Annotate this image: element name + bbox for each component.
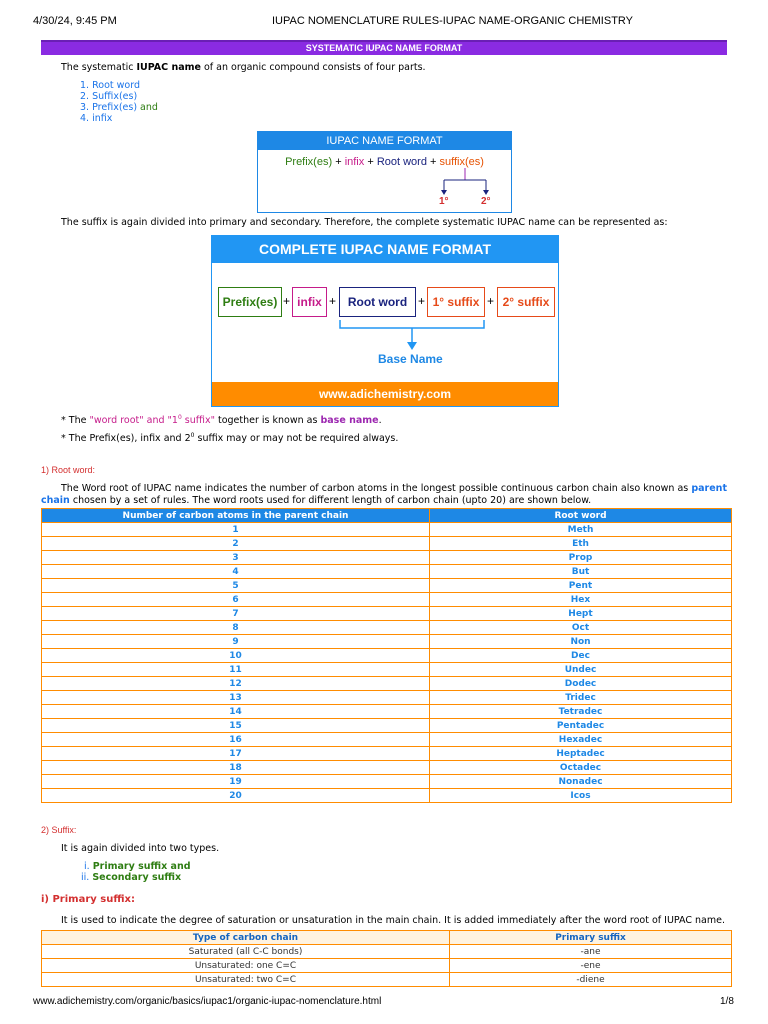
table-row xyxy=(42,959,732,973)
primary-suffix-table xyxy=(41,930,732,987)
table-row xyxy=(42,789,732,803)
table-cell: 12 xyxy=(42,677,430,691)
table-cell: Saturated (all C-C bonds) xyxy=(42,945,450,959)
table-cell: Nonadec xyxy=(430,775,732,789)
table-cell: 6 xyxy=(42,593,430,607)
table-row xyxy=(42,565,732,579)
table-row xyxy=(42,775,732,789)
table-cell: 14 xyxy=(42,705,430,719)
table-row xyxy=(42,705,732,719)
table-header: Root word xyxy=(430,509,732,523)
table-cell: 15 xyxy=(42,719,430,733)
prefix-chip: Prefix(es) xyxy=(218,287,282,317)
table-row xyxy=(42,593,732,607)
table-header: Number of carbon atoms in the parent chain xyxy=(42,509,430,523)
table-row xyxy=(42,579,732,593)
primary-suffix-paragraph: It is used to indicate the degree of saturation or unsaturation in the main chain. It is added immediately after the word root of IUPAC name. xyxy=(61,915,725,926)
root-word-table xyxy=(41,508,732,803)
table-cell: Non xyxy=(430,635,732,649)
root-word-heading: 1) Root word: xyxy=(41,465,96,475)
page-url: www.adichemistry.com/organic/basics/iupac1/organic-iupac-nomenclature.html xyxy=(33,996,382,1007)
table-cell: Tridec xyxy=(430,691,732,705)
table-cell: 9 xyxy=(42,635,430,649)
list-item: i. Primary suffix and xyxy=(84,861,191,872)
plus-sign: + xyxy=(418,294,426,308)
table-row xyxy=(42,663,732,677)
list-item: 4. infix xyxy=(80,113,113,124)
table-cell: Dec xyxy=(430,649,732,663)
infix-chip: infix xyxy=(292,287,327,317)
suffix-note: The suffix is again divided into primary and secondary. Therefore, the complete systematic IUPAC name can be represented as: xyxy=(61,217,668,228)
list-item: 3. Prefix(es) and xyxy=(80,102,158,113)
table-cell: Icos xyxy=(430,789,732,803)
complete-format-figure xyxy=(211,235,559,407)
table-cell: Dodec xyxy=(430,677,732,691)
table-row xyxy=(42,945,732,959)
table-cell: 1 xyxy=(42,523,430,537)
table-cell: 5 xyxy=(42,579,430,593)
table-row xyxy=(42,747,732,761)
table-cell: Undec xyxy=(430,663,732,677)
parent-chain-term: parent chain xyxy=(41,483,727,506)
figure-title: COMPLETE IUPAC NAME FORMAT xyxy=(212,236,558,263)
plus-sign: + xyxy=(329,294,337,308)
print-title: IUPAC NOMENCLATURE RULES-IUPAC NAME-ORGANIC CHEMISTRY xyxy=(272,15,634,27)
table-row xyxy=(42,607,732,621)
table-cell: 4 xyxy=(42,565,430,579)
table-cell: Hexadec xyxy=(430,733,732,747)
suffix-heading: 2) Suffix: xyxy=(41,825,77,835)
parts-list xyxy=(80,80,158,124)
list-item: 1. Root word xyxy=(80,80,141,91)
table-row xyxy=(42,649,732,663)
root-chip: Root word xyxy=(339,287,416,317)
list-item: ii. Secondary suffix xyxy=(81,872,182,883)
split-arrow-icon xyxy=(258,168,511,208)
table-cell: 20 xyxy=(42,789,430,803)
table-cell: -diene xyxy=(450,973,732,987)
table-cell: -ene xyxy=(450,959,732,973)
plus-sign: + xyxy=(487,294,495,308)
secondary-label: 2° xyxy=(481,196,491,207)
table-cell: 3 xyxy=(42,551,430,565)
base-name-label: Base Name xyxy=(378,352,443,366)
website-footer: www.adichemistry.com xyxy=(212,382,558,406)
iupac-format-figure xyxy=(257,131,512,213)
table-row xyxy=(42,691,732,705)
section-banner: SYSTEMATIC IUPAC NAME FORMAT xyxy=(41,40,727,55)
primary-suffix-chip: 1° suffix xyxy=(427,287,485,317)
table-cell: 8 xyxy=(42,621,430,635)
table-cell: 7 xyxy=(42,607,430,621)
table-cell: But xyxy=(430,565,732,579)
primary-label: 1° xyxy=(439,196,449,207)
table-cell: Meth xyxy=(430,523,732,537)
table-row xyxy=(42,761,732,775)
table-header: Primary suffix xyxy=(450,931,732,945)
table-cell: 10 xyxy=(42,649,430,663)
intro-text: The systematic IUPAC name of an organic compound consists of four parts. xyxy=(61,62,426,73)
table-row xyxy=(42,635,732,649)
table-cell: Heptadec xyxy=(430,747,732,761)
table-cell: Pentadec xyxy=(430,719,732,733)
table-cell: Hex xyxy=(430,593,732,607)
table-row xyxy=(42,733,732,747)
primary-suffix-heading: i) Primary suffix: xyxy=(41,894,135,905)
format-line: Prefix(es) + infix + Root word + suffix(es) xyxy=(285,156,484,168)
table-header: Type of carbon chain xyxy=(42,931,450,945)
page-number: 1/8 xyxy=(720,996,734,1007)
table-cell: Prop xyxy=(430,551,732,565)
table-row xyxy=(42,677,732,691)
table-cell: Tetradec xyxy=(430,705,732,719)
list-item: 2. Suffix(es) xyxy=(80,91,138,102)
table-cell: Oct xyxy=(430,621,732,635)
table-cell: Eth xyxy=(430,537,732,551)
plus-sign: + xyxy=(283,294,291,308)
note-base-name: * The "word root" and "$1^0$ suffix" together is known as base name. xyxy=(61,414,382,427)
table-cell: Unsaturated: one C=C xyxy=(42,959,450,973)
table-row xyxy=(42,719,732,733)
table-cell: 13 xyxy=(42,691,430,705)
suffix-paragraph: It is again divided into two types. xyxy=(61,843,220,854)
table-row xyxy=(42,523,732,537)
table-row xyxy=(42,973,732,987)
table-cell: 2 xyxy=(42,537,430,551)
root-word-paragraph: The Word root of IUPAC name indicates the number of carbon atoms in the longest possible continuous carbon chain also known as parent chain chosen by a set of rules. The word roots used for different length of carbon chain (upto 20) are shown below. xyxy=(41,483,727,506)
table-cell: 16 xyxy=(42,733,430,747)
table-cell: Unsaturated: two C=C xyxy=(42,973,450,987)
table-cell: 18 xyxy=(42,761,430,775)
table-cell: 17 xyxy=(42,747,430,761)
table-row xyxy=(42,551,732,565)
table-row xyxy=(42,621,732,635)
table-cell: Hept xyxy=(430,607,732,621)
note-optional: * The Prefix(es), infix and $2^0$ suffix may or may not be required always. xyxy=(61,432,399,445)
table-cell: Pent xyxy=(430,579,732,593)
table-cell: -ane xyxy=(450,945,732,959)
table-cell: 19 xyxy=(42,775,430,789)
table-cell: Octadec xyxy=(430,761,732,775)
print-datetime: 4/30/24, 9:45 PM xyxy=(33,15,117,27)
secondary-suffix-chip: 2° suffix xyxy=(497,287,555,317)
figure-title: IUPAC NAME FORMAT xyxy=(258,132,511,150)
table-cell: 11 xyxy=(42,663,430,677)
table-row xyxy=(42,537,732,551)
